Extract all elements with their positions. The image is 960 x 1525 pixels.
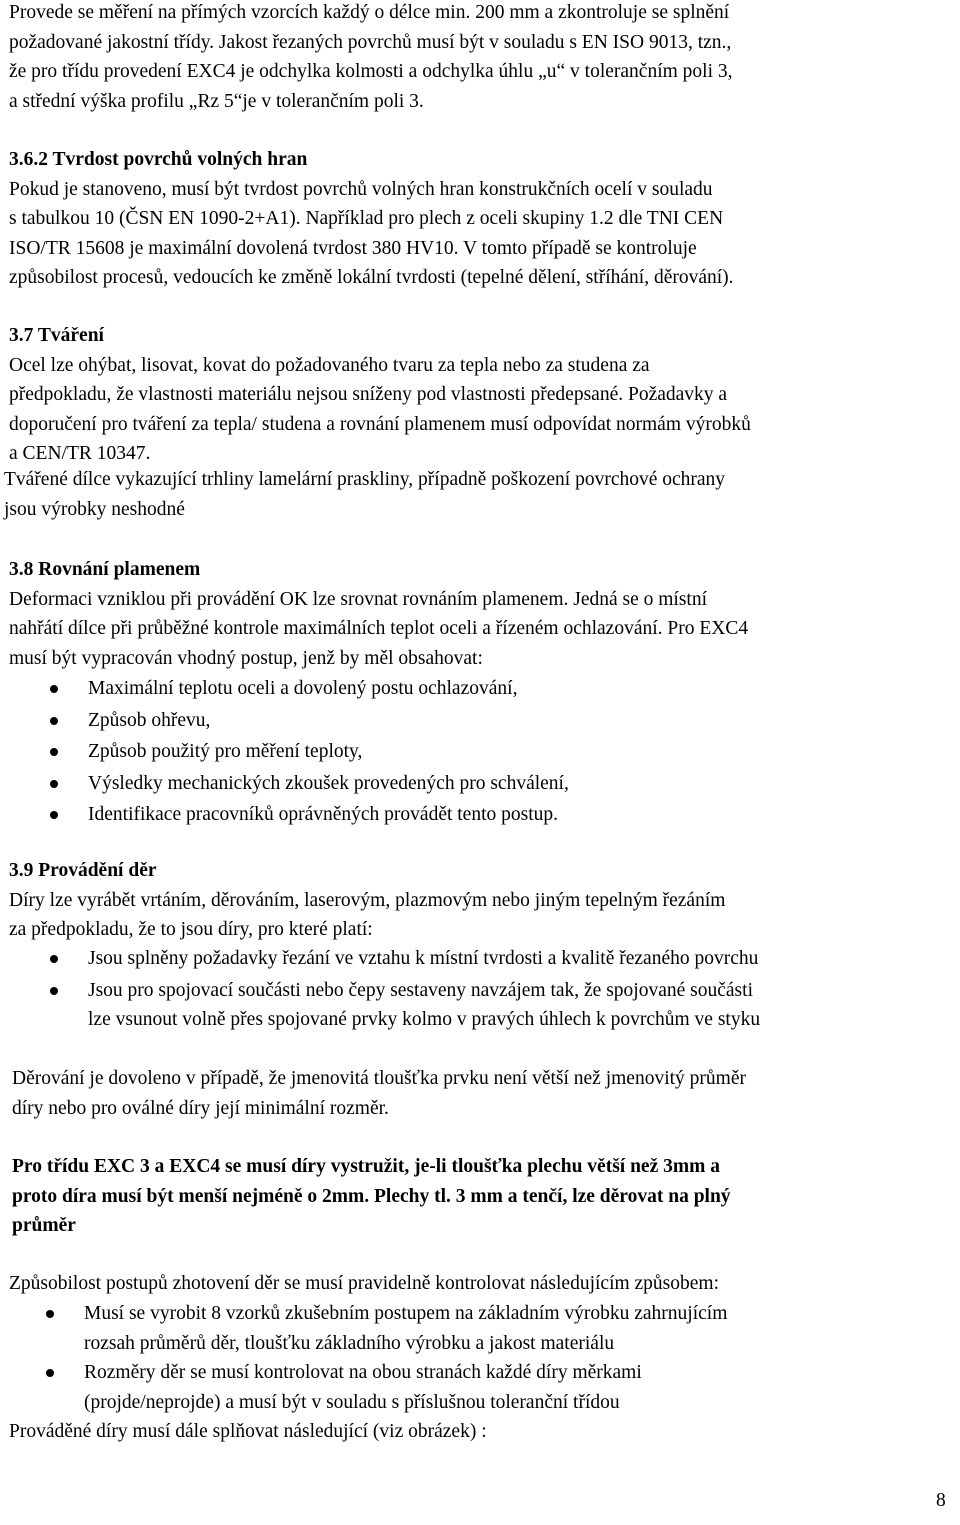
control-intro: [9, 1269, 957, 1299]
text-line: a CEN/TR 10347.: [9, 443, 151, 464]
section-heading: 3.7 Tváření: [9, 325, 104, 346]
bullet-icon: [46, 1369, 54, 1377]
closing-line: [9, 1417, 957, 1447]
list-item: Identifikace pracovníků oprávněných provádět tento postup.: [88, 800, 569, 830]
text-line: průměr: [12, 1215, 76, 1236]
text-line: s tabulkou 10 (ČSN EN 1090-2+A1). Například pro plech z oceli skupiny 1.2 dle TNI CEN: [9, 208, 724, 229]
text-line: nahřátí dílce při průběžné kontrole maximálních teplot oceli a řízeném ochlazování. Pro EXC4: [9, 618, 749, 639]
text-line: jsou výrobky neshodné: [4, 498, 185, 520]
text-line: proto díra musí být menší nejméně o 2mm. Plechy tl. 3 mm a tenčí, lze děrovat na plný: [12, 1185, 731, 1207]
bullet-icon: [50, 987, 58, 995]
bullet-icon: [50, 955, 58, 963]
text-line: předpokladu, že vlastnosti materiálu nejsou sníženy pod vlastnosti předepsané. Požadavky a: [9, 384, 728, 405]
list-item: Způsob použitý pro měření teploty,: [88, 737, 569, 767]
section-heading: 3.9 Provádění děr: [9, 860, 157, 881]
section-heading: 3.8 Rovnání plamenem: [9, 559, 201, 580]
list-item: Způsob ohřevu,: [88, 706, 569, 736]
text-line: Děrování je dovoleno v případě, že jmenovitá tloušťka prvku není větší než jmenovitý průměr: [12, 1068, 746, 1089]
text-line: Tvářené dílce vykazující trhliny lamelární praskliny, případně poškození povrchové ochrany: [4, 469, 726, 490]
list-item: Výsledky mechanických zkoušek provedených pro schválení,: [88, 769, 569, 799]
bullet-icon: [50, 811, 58, 819]
text-line: díry nebo pro oválné díry její minimální rozměr.: [12, 1097, 389, 1119]
text-line: Způsobilost postupů zhotovení děr se musí pravidelně kontrolovat následujícím způsobem:: [9, 1273, 720, 1294]
text-line: doporučení pro tváření za tepla/ studena a rovnání plamenem musí odpovídat normám výrobků: [9, 413, 751, 435]
text-line: za předpokladu, že to jsou díry, pro které platí:: [9, 919, 373, 940]
text-line: a střední výška profilu „Rz 5“je v tolerančním poli 3.: [9, 90, 424, 112]
list-item: Jsou splněny požadavky řezání ve vztahu k místní tvrdosti a kvalitě řezaného povrchu: [88, 944, 957, 974]
bullet-icon: [46, 1310, 54, 1318]
punching-paragraph: [12, 1064, 957, 1123]
list-item: Musí se vyrobit 8 vzorků zkušebním postupem na základním výrobku zahrnujícím rozsah průměrů děr, tloušťku základního výrobku a jakost materiálu: [84, 1299, 957, 1358]
text-line: požadované jakostní třídy. Jakost řezaných povrchů musí být v souladu s EN ISO 9013, tzn.,: [9, 31, 732, 53]
text-line: musí být vypracován vhodný postup, jenž by měl obsahovat:: [9, 647, 483, 669]
section-3-7-paragraph-2: [4, 465, 952, 524]
reaming-requirement-paragraph: [12, 1152, 957, 1241]
text-line: ISO/TR 15608 je maximální dovolená tvrdost 380 HV10. V tomto případě se kontroluje: [9, 237, 697, 259]
bullet-icon: [50, 748, 58, 756]
bullet-icon: [50, 780, 58, 788]
text-line: způsobilost procesů, vedoucích ke změně lokální tvrdosti (tepelné dělení, stříhání, děrování).: [9, 267, 734, 288]
section-3-9: [9, 856, 957, 945]
bullet-icon: [50, 685, 58, 693]
text-line: Ocel lze ohýbat, lisovat, kovat do požadovaného tvaru za tepla nebo za studena za: [9, 354, 650, 376]
section-3-8: [9, 555, 957, 673]
text-line: Prováděné díry musí dále splňovat následující (viz obrázek) :: [9, 1421, 487, 1442]
list-item: Jsou pro spojovací součásti nebo čepy sestaveny navzájem tak, že spojované součásti lze vsunout volně přes spojované prvky kolmo v pravých úhlech k povrchům ve styku: [88, 976, 957, 1035]
section-3-6-2: [9, 145, 957, 293]
hole-conditions-list: [88, 944, 957, 1035]
intro-paragraph: [9, 0, 957, 116]
list-item: Rozměry děr se musí kontrolovat na obou stranách každé díry měrkami (projde/neprojde) a musí být v souladu s příslušnou toleranční třídou: [84, 1358, 957, 1417]
flame-straightening-list: [88, 674, 569, 830]
list-item: Maximální teplotu oceli a dovolený postu ochlazování,: [88, 674, 569, 704]
text-line: Pro třídu EXC 3 a EXC4 se musí díry vystružit, je-li tloušťka plechu větší než 3mm a: [12, 1156, 720, 1177]
section-3-7: [9, 321, 957, 469]
text-line: Deformaci vzniklou při provádění OK lze srovnat rovnáním plamenem. Jedná se o místní: [9, 588, 708, 610]
bullet-icon: [50, 717, 58, 725]
text-line: Provede se měření na přímých vzorcích každý o délce min. 200 mm a zkontroluje se splnění: [9, 2, 730, 23]
text-line: Pokud je stanoveno, musí být tvrdost povrchů volných hran konstrukčních ocelí v souladu: [9, 178, 713, 200]
text-line: že pro třídu provedení EXC4 je odchylka kolmosti a odchylka úhlu „u“ v tolerančním poli 3,: [9, 61, 733, 82]
section-heading: 3.6.2 Tvrdost povrchů volných hran: [9, 149, 308, 170]
page-number: 8: [936, 1490, 946, 1511]
control-list: [84, 1299, 957, 1417]
text-line: Díry lze vyrábět vrtáním, děrováním, laserovým, plazmovým nebo jiným tepelným řezáním: [9, 889, 726, 911]
